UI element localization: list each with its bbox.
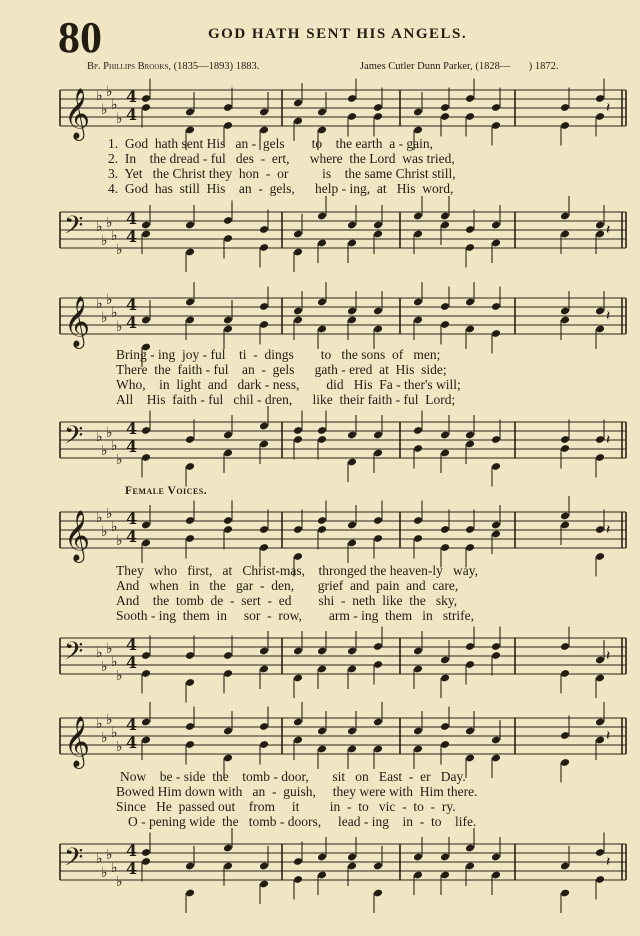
bass-clef-icon: 𝄢: [64, 637, 84, 672]
hymn-number: 80: [58, 13, 102, 62]
time-signature: 4: [126, 635, 138, 654]
treble-clef-icon: 𝄞: [64, 510, 91, 561]
flat-icon: ♭: [111, 228, 118, 244]
time-signature: 4: [126, 419, 138, 438]
flat-icon: ♭: [101, 443, 108, 459]
flat-icon: ♭: [116, 242, 123, 258]
flat-icon: ♭: [111, 654, 118, 670]
music-author: James Cutler Dunn Parker, (1828—: [360, 61, 511, 72]
verse-line-4-4: O - pening wide the tomb - doors, lead - ing in - to life.: [128, 814, 477, 829]
flat-icon: ♭: [101, 865, 108, 881]
rest-icon: 𝄽: [606, 308, 611, 324]
rest-icon: 𝄽: [606, 522, 611, 538]
verse-line-1-4: 4. God has still His an - gels, help - ing, at His word,: [108, 181, 454, 196]
flat-icon: ♭: [116, 319, 123, 335]
flat-icon: ♭: [111, 860, 118, 876]
rest-icon: 𝄽: [606, 432, 611, 448]
flat-icon: ♭: [111, 519, 118, 535]
treble-clef-icon: 𝄞: [64, 296, 91, 347]
flat-icon: ♭: [96, 851, 103, 867]
verse-line-1-2: 2. In the dread - ful des - ert, where the Lord was tried,: [108, 151, 455, 166]
flat-icon: ♭: [96, 219, 103, 235]
words-author: Bp. Phillips Brooks,: [87, 61, 172, 72]
flat-icon: ♭: [101, 524, 108, 540]
flat-icon: ♭: [101, 730, 108, 746]
flat-icon: ♭: [106, 847, 113, 863]
treble-clef-icon: 𝄞: [64, 716, 91, 767]
flat-icon: ♭: [106, 292, 113, 308]
flat-icon: ♭: [96, 429, 103, 445]
flat-icon: ♭: [101, 233, 108, 249]
flat-icon: ♭: [116, 452, 123, 468]
verse-line-3-4: Sooth - ing them in sor - row, arm - ing them in strife,: [116, 608, 474, 623]
flat-icon: ♭: [116, 874, 123, 890]
music-year: ) 1872.: [528, 61, 559, 72]
verse-line-2-1: Bring - ing joy - ful ti - dings to the sons of men;: [116, 347, 441, 362]
rest-icon: 𝄽: [606, 222, 611, 238]
flat-icon: ♭: [111, 438, 118, 454]
time-signature: 4: [126, 653, 138, 672]
bass-staff-2: [60, 416, 626, 470]
bass-staff-3: [60, 632, 626, 686]
time-signature: 4: [126, 509, 138, 528]
flat-icon: ♭: [106, 425, 113, 441]
time-signature: 4: [126, 733, 138, 752]
bass-staff-4: [60, 838, 626, 892]
verse-line-2-3: Who, in light and dark - ness, did His Fa - ther's will;: [116, 377, 461, 392]
treble-staff-2: [60, 292, 626, 346]
verse-line-3-3: And the tomb de - sert - ed shi - neth like the sky,: [116, 593, 458, 608]
time-signature: 4: [126, 859, 138, 878]
flat-icon: ♭: [111, 305, 118, 321]
flat-icon: ♭: [96, 645, 103, 661]
treble-staff-3: [60, 506, 626, 560]
flat-icon: ♭: [106, 641, 113, 657]
flat-icon: ♭: [96, 716, 103, 732]
time-signature: 4: [126, 295, 138, 314]
words-dates: (1835—1893) 1883.: [173, 61, 260, 72]
time-signature: 4: [126, 437, 138, 456]
flat-icon: ♭: [96, 88, 103, 104]
flat-icon: ♭: [101, 102, 108, 118]
flat-icon: ♭: [111, 725, 118, 741]
hymn-title: GOD HATH SENT HIS ANGELS.: [208, 26, 468, 42]
verse-line-3-2: And when in the gar - den, grief and pain and care,: [116, 578, 459, 593]
bass-clef-icon: 𝄢: [64, 421, 84, 456]
flat-icon: ♭: [101, 310, 108, 326]
time-signature: 4: [126, 313, 138, 332]
treble-staff-4: [60, 712, 626, 766]
verse-line-2-2: There the faith - ful an - gels gath - ered at His side;: [116, 362, 447, 377]
flat-icon: ♭: [106, 215, 113, 231]
rest-icon: 𝄽: [606, 854, 611, 870]
flat-icon: ♭: [96, 510, 103, 526]
time-signature: 4: [126, 227, 138, 246]
flat-icon: ♭: [96, 296, 103, 312]
rest-icon: 𝄽: [606, 728, 611, 744]
flat-icon: ♭: [116, 739, 123, 755]
verse-line-1-1: 1. God hath sent His an - gels to the earth a - gain,: [108, 136, 434, 151]
flat-icon: ♭: [106, 84, 113, 100]
section-label-female-voices: Female Voices.: [125, 485, 208, 497]
treble-clef-icon: 𝄞: [64, 88, 91, 139]
flat-icon: ♭: [116, 111, 123, 127]
time-signature: 4: [126, 209, 138, 228]
bass-staff-1: [60, 206, 626, 260]
time-signature: 4: [126, 715, 138, 734]
rest-icon: 𝄽: [606, 648, 611, 664]
verse-line-3-1: They who first, at Christ-mas, thronged the heaven-ly way,: [116, 563, 479, 578]
treble-staff-1: [60, 84, 626, 138]
verse-line-4-2: Bowed Him down with an - guish, they were with Him there.: [116, 784, 478, 799]
flat-icon: ♭: [106, 506, 113, 522]
flat-icon: ♭: [116, 668, 123, 684]
verse-line-2-4: All His faith - ful chil - dren, like their faith - ful Lord;: [116, 392, 456, 407]
time-signature: 4: [126, 841, 138, 860]
flat-icon: ♭: [101, 659, 108, 675]
flat-icon: ♭: [116, 533, 123, 549]
bass-clef-icon: 𝄢: [64, 211, 84, 246]
bass-clef-icon: 𝄢: [64, 843, 84, 878]
verse-line-4-3: Since He passed out from it in - to vic - to - ry.: [116, 799, 456, 814]
rest-icon: 𝄽: [606, 100, 611, 116]
music-credit: [360, 61, 558, 72]
words-credit: [87, 61, 259, 72]
flat-icon: ♭: [111, 97, 118, 113]
flat-icon: ♭: [106, 712, 113, 728]
time-signature: 4: [126, 87, 138, 106]
time-signature: 4: [126, 527, 138, 546]
time-signature: 4: [126, 105, 138, 124]
verse-line-4-1: Now be - side the tomb - door, sit on East - er Day.: [120, 769, 466, 784]
verse-line-1-3: 3. Yet the Christ they hon - or is the same Christ still,: [108, 166, 456, 181]
